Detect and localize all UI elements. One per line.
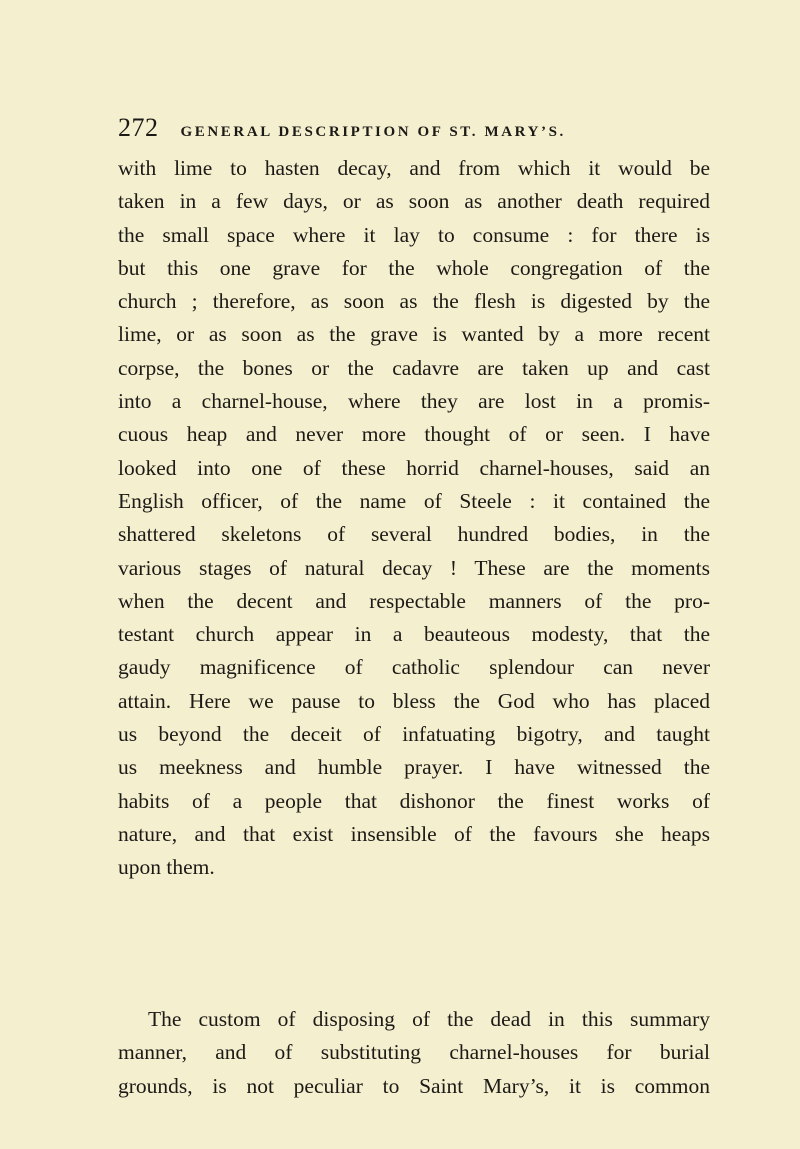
text-line: habits of a people that dishonor the finest works of xyxy=(118,788,710,813)
paragraph-1 xyxy=(118,152,710,885)
text-line: grounds, is not peculiar to Saint Mary’s, it is common xyxy=(118,1073,710,1098)
text-line: into a charnel-house, where they are lost in a promis- xyxy=(118,389,710,414)
text-line: gaudy magnificence of catholic splendour can never xyxy=(118,655,710,680)
text-line: manner, and of substituting charnel-houses for burial xyxy=(118,1040,710,1065)
text-line: but this one grave for the whole congregation of the xyxy=(118,255,710,280)
text-line: us meekness and humble prayer. I have witnessed the xyxy=(118,755,710,780)
page-header xyxy=(118,113,718,143)
text-line: us beyond the deceit of infatuating bigotry, and taught xyxy=(118,722,710,747)
paragraph-2 xyxy=(118,1003,710,1103)
text-line: the small space where it lay to consume : for there is xyxy=(118,222,710,247)
text-line: looked into one of these horrid charnel-houses, said an xyxy=(118,455,710,480)
running-title: GENERAL DESCRIPTION OF ST. MARY’S. xyxy=(180,124,566,140)
text-line: testant church appear in a beauteous modesty, that the xyxy=(118,622,710,647)
text-line: taken in a few days, or as soon as another death required xyxy=(118,189,710,214)
text-line: various stages of natural decay ! These are the moments xyxy=(118,555,710,580)
page-number: 272 xyxy=(118,113,159,142)
text-line: attain. Here we pause to bless the God who has placed xyxy=(118,688,710,713)
text-line: upon them. xyxy=(118,855,215,880)
text-line: when the decent and respectable manners of the pro- xyxy=(118,588,710,613)
text-line: English officer, of the name of Steele : it contained the xyxy=(118,488,710,513)
text-line: corpse, the bones or the cadavre are taken up and cast xyxy=(118,355,710,380)
text-line: with lime to hasten decay, and from which it would be xyxy=(118,156,710,180)
text-line: nature, and that exist insensible of the favours she heaps xyxy=(118,821,710,846)
text-line: church ; therefore, as soon as the flesh is digested by the xyxy=(118,289,710,314)
text-line: cuous heap and never more thought of or seen. I have xyxy=(118,422,710,447)
text-line: The custom of disposing of the dead in this summary xyxy=(148,1007,710,1031)
text-line: lime, or as soon as the grave is wanted by a more recent xyxy=(118,322,710,347)
text-line: shattered skeletons of several hundred bodies, in the xyxy=(118,522,710,547)
